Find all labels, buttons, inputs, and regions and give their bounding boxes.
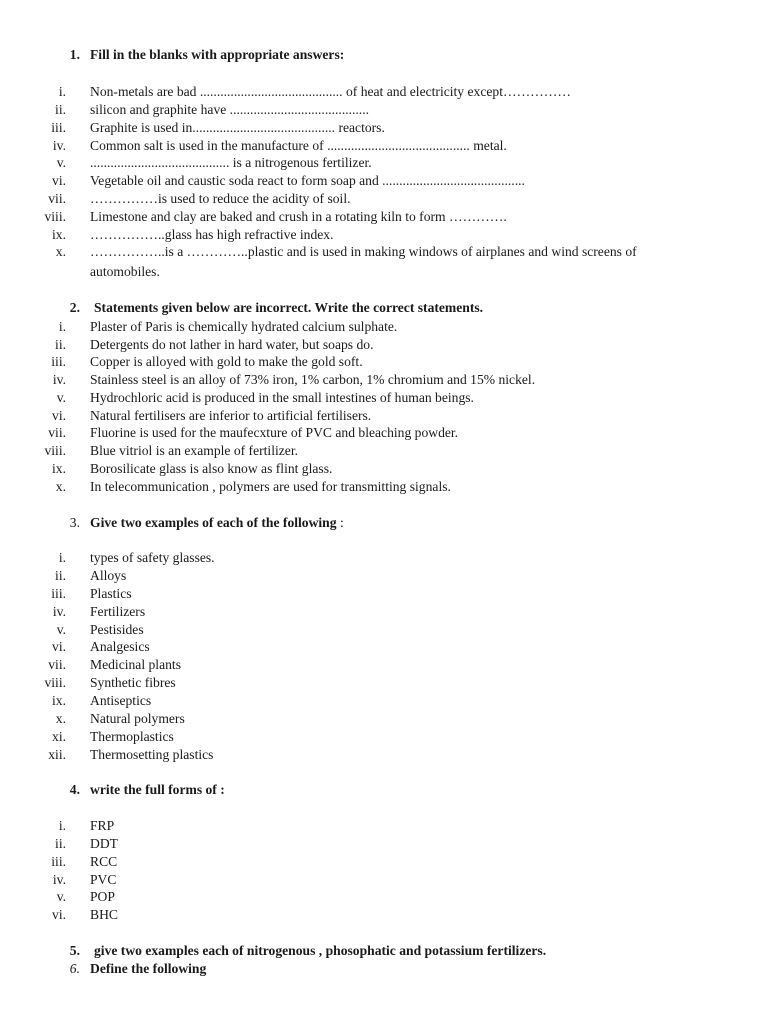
item-text: Analgesics (90, 639, 150, 654)
roman-numeral: vii. (48, 657, 66, 672)
roman-numeral: ii. (55, 102, 66, 117)
roman-numeral: vi. (52, 408, 66, 423)
roman-numeral: i. (58, 319, 66, 334)
item-text: ……………..is a …………..plastic and is used in making windows of airplanes and wind screens of (90, 244, 637, 259)
item-text: automobiles. (90, 264, 160, 279)
item-text: Antiseptics (90, 693, 152, 708)
roman-numeral: ix. (52, 227, 66, 242)
roman-numeral: v. (56, 155, 66, 170)
item-text: DDT (90, 836, 118, 851)
roman-numeral: ix. (52, 461, 66, 476)
item-text: PVC (90, 872, 117, 887)
item-text: ……………..glass has high refractive index. (90, 227, 334, 242)
roman-numeral: viii. (44, 675, 66, 690)
item-text: BHC (90, 907, 118, 922)
item-text: POP (90, 889, 115, 904)
item-text: ......................................... is a nitrogenous fertilizer. (90, 155, 372, 170)
roman-numeral: iii. (51, 354, 66, 369)
roman-numeral: x. (55, 244, 66, 259)
item-text: Natural fertilisers are inferior to artificial fertilisers. (90, 408, 372, 423)
roman-numeral: i. (58, 818, 66, 833)
roman-numeral: viii. (44, 443, 66, 458)
item-text: FRP (90, 818, 115, 833)
roman-numeral: ii. (55, 337, 66, 352)
item-text: Limestone and clay are baked and crush in a rotating kiln to form …………. (90, 209, 507, 224)
item-text: Pestisides (90, 622, 144, 637)
item-text: Natural polymers (90, 711, 185, 726)
roman-numeral: v. (56, 622, 66, 637)
roman-numeral: iv. (52, 872, 66, 887)
item-text: RCC (90, 854, 118, 869)
roman-numeral: v. (56, 390, 66, 405)
roman-numeral: iii. (51, 854, 66, 869)
item-text: types of safety glasses. (90, 550, 215, 565)
item-text: ……………is used to reduce the acidity of soil. (90, 191, 351, 206)
item-text: Thermosetting plastics (90, 747, 214, 762)
section-title-wrapper (90, 515, 344, 531)
roman-numeral: x. (55, 711, 66, 726)
roman-numeral: vi. (52, 639, 66, 654)
item-text: Synthetic fibres (90, 675, 176, 690)
roman-numeral: vi. (52, 173, 66, 188)
item-text: Plaster of Paris is chemically hydrated calcium sulphate. (90, 319, 398, 334)
roman-numeral: vii. (48, 191, 66, 206)
section-number: 4. (69, 782, 80, 797)
section-title: write the full forms of : (90, 782, 225, 797)
roman-numeral: vi. (52, 907, 66, 922)
item-text: Medicinal plants (90, 657, 181, 672)
roman-numeral: ii. (55, 836, 66, 851)
item-text: Common salt is used in the manufacture of .......................................... metal. (90, 138, 507, 153)
item-text: silicon and graphite have ......................................... (90, 102, 370, 117)
roman-numeral: iv. (52, 138, 66, 153)
roman-numeral: iv. (52, 604, 66, 619)
item-text: Thermoplastics (90, 729, 174, 744)
section-number: 2. (69, 300, 80, 315)
section-title: give two examples each of nitrogenous , phosophatic and potassium fertilizers. (94, 943, 547, 958)
section-number: 6. (69, 961, 80, 976)
roman-numeral: iii. (51, 120, 66, 135)
item-text: Plastics (90, 586, 132, 601)
section-number: 1. (69, 47, 80, 62)
roman-numeral: vii. (48, 425, 66, 440)
item-text: Non-metals are bad .......................................... of heat and electricity except…………… (90, 84, 571, 99)
item-text: Hydrochloric acid is produced in the small intestines of human beings. (90, 390, 474, 405)
roman-numeral: xi. (52, 729, 66, 744)
roman-numeral: viii. (44, 209, 66, 224)
item-text: Stainless steel is an alloy of 73% iron, 1% carbon, 1% chromium and 15% nickel. (90, 372, 536, 387)
item-text: Vegetable oil and caustic soda react to form soap and .......................................... (90, 173, 525, 188)
section-number: 5. (69, 943, 80, 958)
roman-numeral: i. (58, 84, 66, 99)
roman-numeral: i. (58, 550, 66, 565)
section-number: 3. (69, 515, 80, 530)
item-text: Borosilicate glass is also know as flint glass. (90, 461, 333, 476)
roman-numeral: ix. (52, 693, 66, 708)
section-title-suffix: : (336, 515, 344, 530)
item-text: In telecommunication , polymers are used for transmitting signals. (90, 479, 451, 494)
item-text: Detergents do not lather in hard water, but soaps do. (90, 337, 374, 352)
item-text: Graphite is used in.......................................... reactors. (90, 120, 385, 135)
section-title: Fill in the blanks with appropriate answers: (90, 47, 345, 62)
item-text: Fluorine is used for the maufecxture of PVC and bleaching powder. (90, 425, 459, 440)
roman-numeral: iii. (51, 586, 66, 601)
item-text: Copper is alloyed with gold to make the gold soft. (90, 354, 363, 369)
roman-numeral: iv. (52, 372, 66, 387)
section-title: Define the following (90, 961, 207, 976)
roman-numeral: v. (56, 889, 66, 904)
item-text: Fertilizers (90, 604, 146, 619)
section-title: Statements given below are incorrect. Write the correct statements. (94, 300, 484, 315)
section-title: Give two examples of each of the following (90, 515, 337, 530)
roman-numeral: ii. (55, 568, 66, 583)
roman-numeral: x. (55, 479, 66, 494)
roman-numeral: xii. (48, 747, 66, 762)
item-text: Blue vitriol is an example of fertilizer. (90, 443, 298, 458)
item-text: Alloys (90, 568, 127, 583)
